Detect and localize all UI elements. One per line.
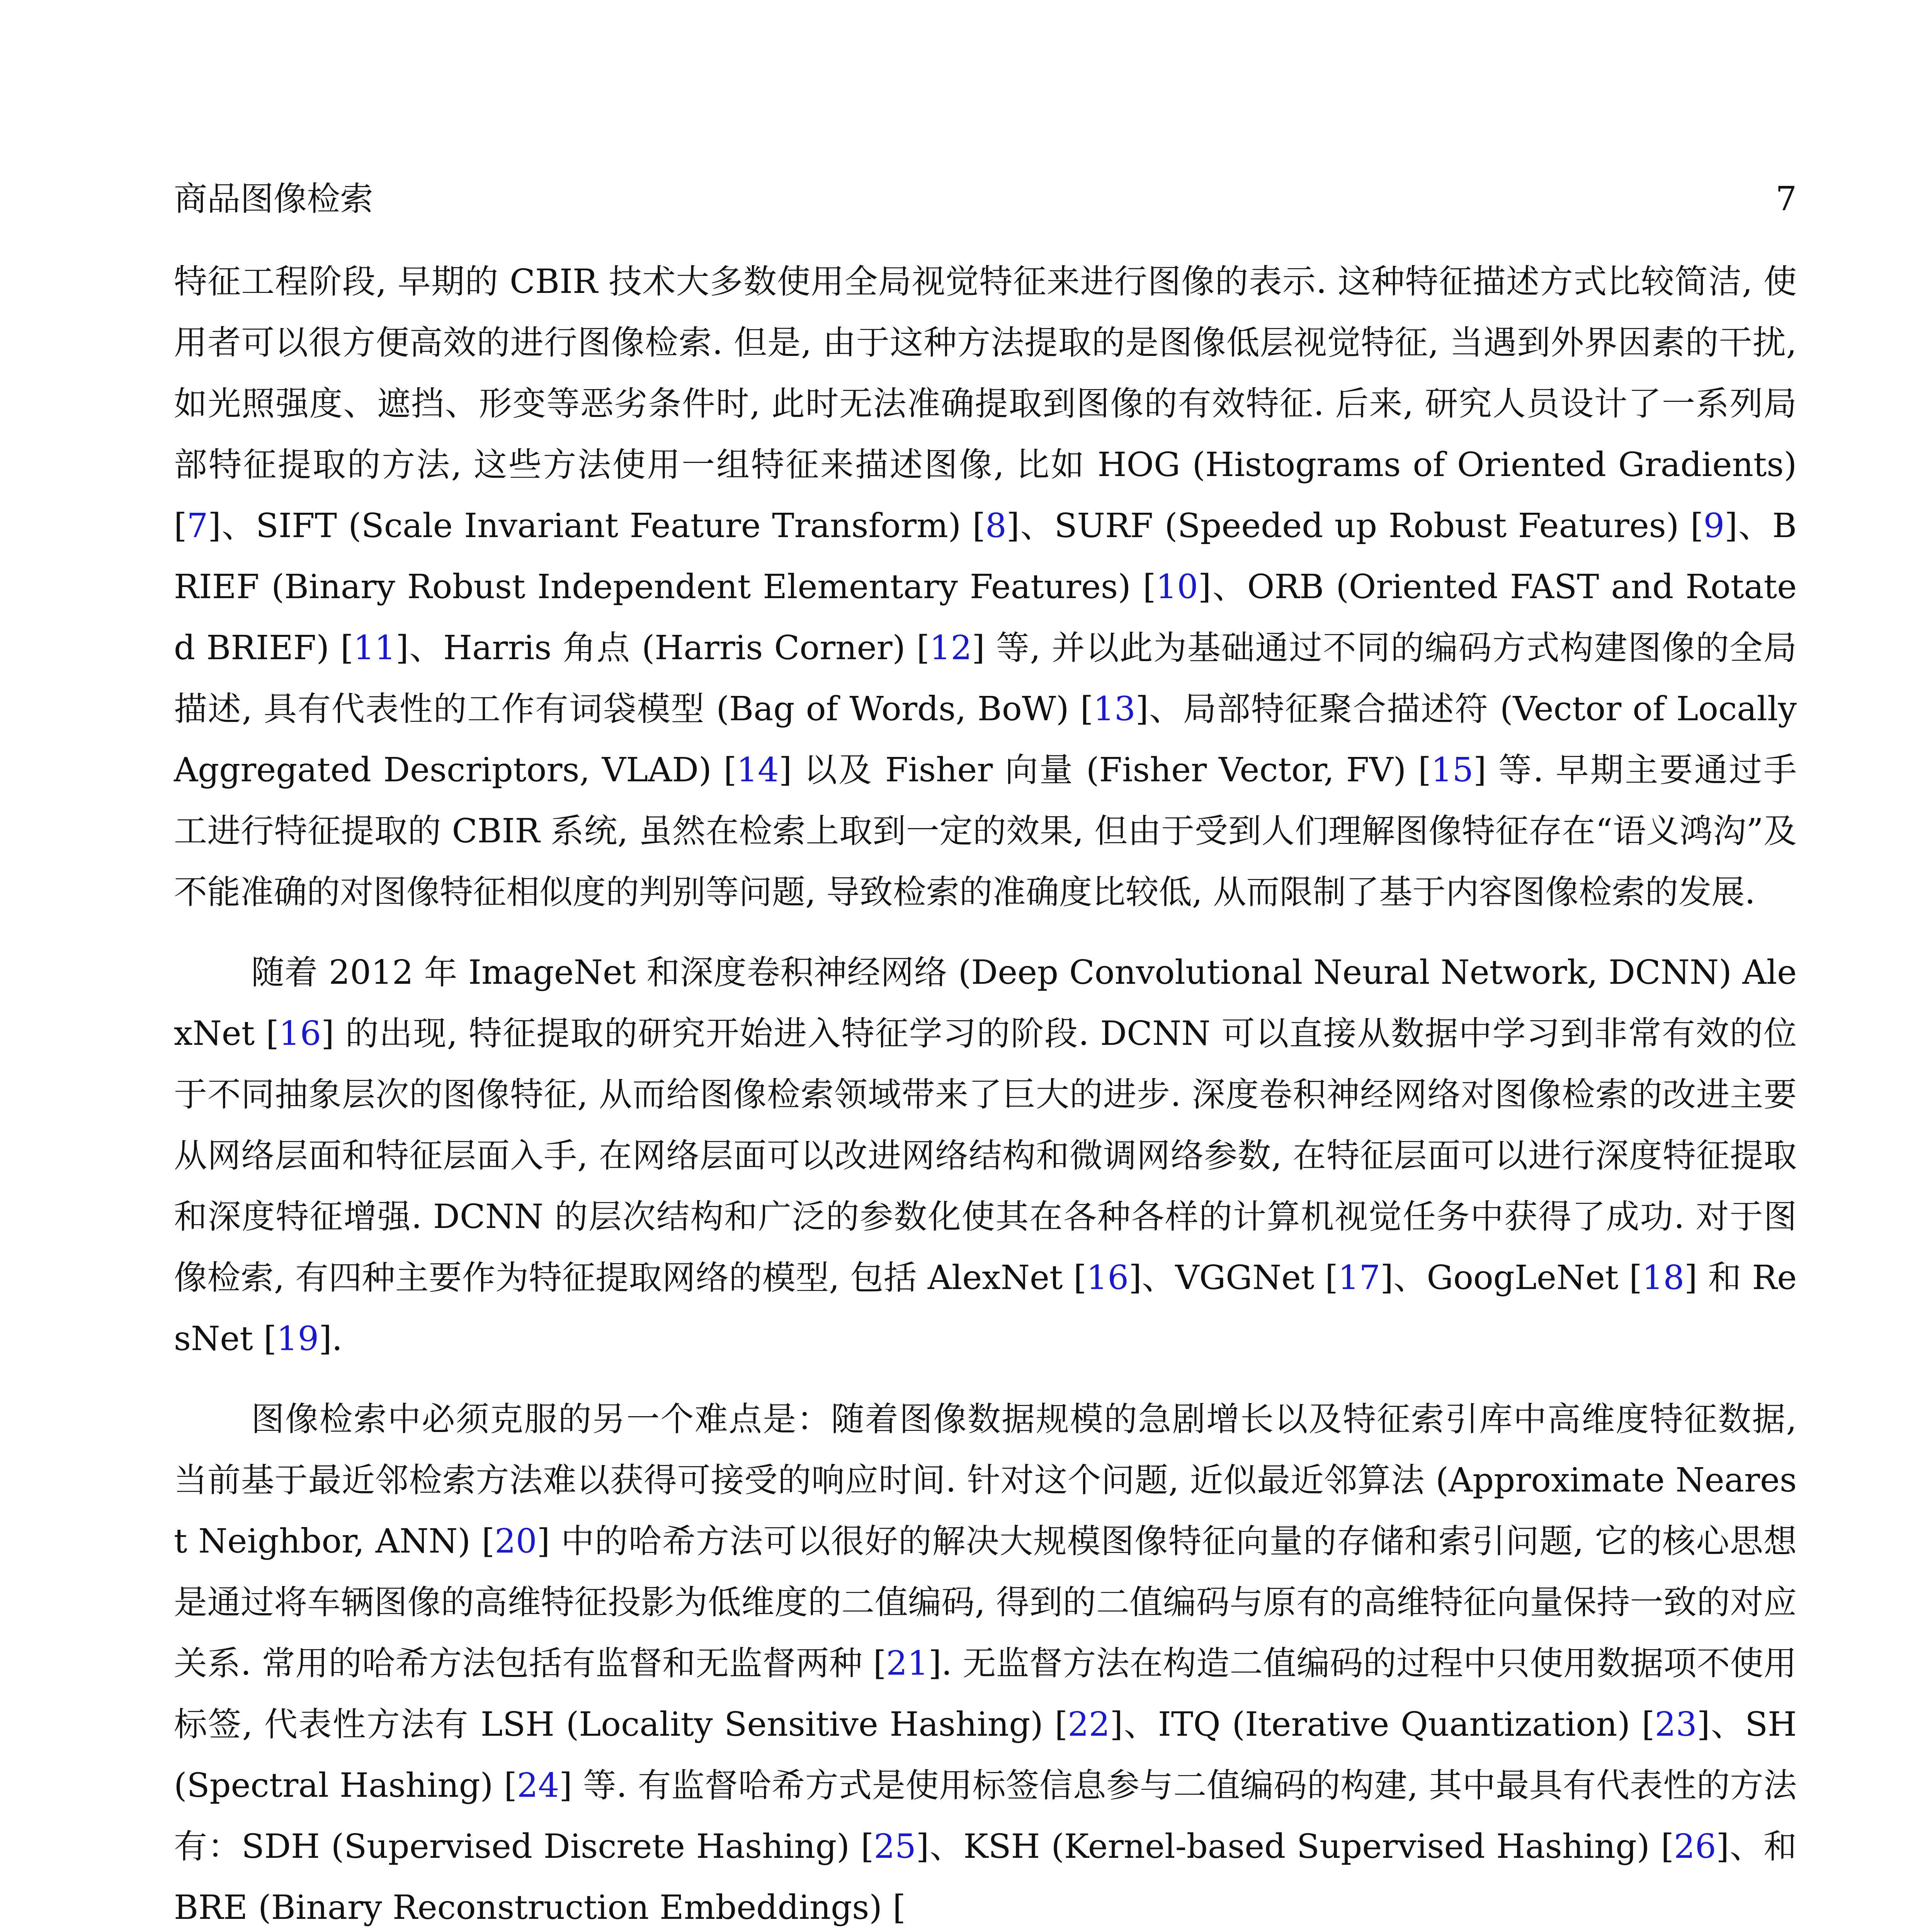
page-number: 7: [1776, 180, 1797, 218]
text-segment: 随着 2012 年 ImageNet 和深度卷积神经网络 (Deep Convolutional Neural Network, DCNN) AlexNet [: [174, 953, 1797, 1053]
citation-link[interactable]: 16: [1086, 1259, 1129, 1297]
citation-link[interactable]: 7: [187, 507, 208, 545]
citation-link[interactable]: 13: [1093, 690, 1136, 728]
text-segment: ]、Harris 角点 (Harris Corner) [: [396, 629, 930, 667]
running-header: [174, 176, 1797, 222]
text-segment: ]、VGGNet [: [1129, 1259, 1338, 1297]
citation-link[interactable]: 12: [929, 629, 972, 667]
citation-link[interactable]: 21: [886, 1644, 929, 1683]
citation-link[interactable]: 19: [276, 1320, 319, 1358]
citation-link[interactable]: 22: [1068, 1705, 1110, 1744]
text-segment: ]、BRIEF (Binary Robust Independent Elementary Features) [: [174, 507, 1797, 606]
text-segment: ] 等. 有监督哈希方式是使用标签信息参与二值编码的构建, 其中最具有代表性的方法有：SDH (Supervised Discrete Hashing) [: [174, 1766, 1797, 1866]
text-segment: ]、GoogLeNet [: [1380, 1259, 1642, 1297]
citation-link[interactable]: 18: [1642, 1259, 1685, 1297]
citation-link[interactable]: 23: [1655, 1705, 1697, 1744]
citation-link[interactable]: 9: [1703, 507, 1725, 545]
citation-link[interactable]: 8: [985, 507, 1007, 545]
text-segment: ]. 无监督方法在构造二值编码的过程中只使用数据项不使用标签, 代表性方法有 LSH (Locality Sensitive Hashing) [: [174, 1644, 1797, 1744]
text-segment: ] 等, 并以此为基础通过不同的编码方式构建图像的全局描述, 具有代表性的工作有词袋模型 (Bag of Words, BoW) [: [174, 629, 1797, 728]
citation-link[interactable]: 16: [279, 1014, 321, 1053]
paragraph-deep-learning: [174, 942, 1797, 1369]
text-segment: ]、ORB (Oriented FAST and Rotated BRIEF) [: [174, 568, 1797, 667]
text-segment: ]、KSH (Kernel-based Supervised Hashing) [: [916, 1827, 1674, 1866]
citation-link[interactable]: 26: [1673, 1827, 1716, 1866]
citation-link[interactable]: 15: [1431, 751, 1474, 789]
text-segment: ].: [319, 1320, 343, 1358]
text-segment: ]、局部特征聚合描述符 (Vector of Locally Aggregated Descriptors, VLAD) [: [174, 690, 1797, 789]
text-segment: ] 的出现, 特征提取的研究开始进入特征学习的阶段. DCNN 可以直接从数据中学习到非常有效的位于不同抽象层次的图像特征, 从而给图像检索领域带来了巨大的进步. 深度卷积神经网络对图像检索的改进主要从网络层面和特征层面入手, 在网络层面可以改进网络结构和微调网络参数, 在特征层面可以进行深度特征提取和深度特征增强. DCNN 的层次结构和广泛的参数化使其在各种各样的计算机视觉任务中获得了成功. 对于图像检索, 有四种主要作为特征提取网络的模型, 包括 AlexNet [: [174, 1014, 1797, 1297]
text-segment: ]、和 BRE (Binary Reconstruction Embeddings) [: [174, 1827, 1797, 1927]
text-segment: 特征工程阶段, 早期的 CBIR 技术大多数使用全局视觉特征来进行图像的表示. 这种特征描述方式比较简洁, 使用者可以很方便高效的进行图像检索. 但是, 由于这种方法提取的是图像低层视觉特征, 当遇到外界因素的干扰, 如光照强度、遮挡、形变等恶劣条件时, 此时无法准确提取到图像的有效特征. 后来, 研究人员设计了一系列局部特征提取的方法, 这些方法使用一组特征来描述图像, 比如 HOG (Histograms of Oriented Gradients) [: [174, 262, 1797, 545]
text-segment: ] 中的哈希方法可以很好的解决大规模图像特征向量的存储和索引问题, 它的核心思想是通过将车辆图像的高维特征投影为低维度的二值编码, 得到的二值编码与原有的高维特征向量保持一致的对应关系. 常用的哈希方法包括有监督和无监督两种 [: [174, 1522, 1797, 1683]
citation-link[interactable]: 17: [1338, 1259, 1381, 1297]
citation-link[interactable]: 24: [517, 1766, 560, 1805]
text-segment: ] 等. 早期主要通过手工进行特征提取的 CBIR 系统, 虽然在检索上取到一定的效果, 但由于受到人们理解图像特征存在“语义鸿沟”及不能准确的对图像特征相似度的判别等问题, 导致检索的准确度比较低, 从而限制了基于内容图像检索的发展.: [174, 751, 1797, 912]
text-segment: ]、SIFT (Scale Invariant Feature Transform) [: [208, 507, 986, 545]
citation-link[interactable]: 20: [495, 1522, 537, 1561]
citation-link[interactable]: 10: [1156, 568, 1198, 606]
citation-link[interactable]: 25: [874, 1827, 916, 1866]
citation-link[interactable]: 14: [736, 751, 779, 789]
header-title: 商品图像检索: [174, 180, 373, 218]
body-text: [174, 251, 1797, 1932]
paragraph-hashing: [174, 1389, 1797, 1932]
text-segment: ]、SH (Spectral Hashing) [: [174, 1705, 1797, 1805]
text-segment: ]、SURF (Speeded up Robust Features) [: [1006, 507, 1704, 545]
paragraph-feature-engineering: [174, 251, 1797, 923]
text-segment: 图像检索中必须克服的另一个难点是：随着图像数据规模的急剧增长以及特征索引库中高维度特征数据, 当前基于最近邻检索方法难以获得可接受的响应时间. 针对这个问题, 近似最近邻算法 (Approximate Nearest Neighbor, ANN) [: [174, 1400, 1797, 1561]
citation-link[interactable]: 11: [353, 629, 396, 667]
text-segment: ] 以及 Fisher 向量 (Fisher Vector, FV) [: [779, 751, 1431, 789]
text-segment: ]、ITQ (Iterative Quantization) [: [1110, 1705, 1655, 1744]
text-segment: ] 和 ResNet [: [174, 1259, 1797, 1358]
